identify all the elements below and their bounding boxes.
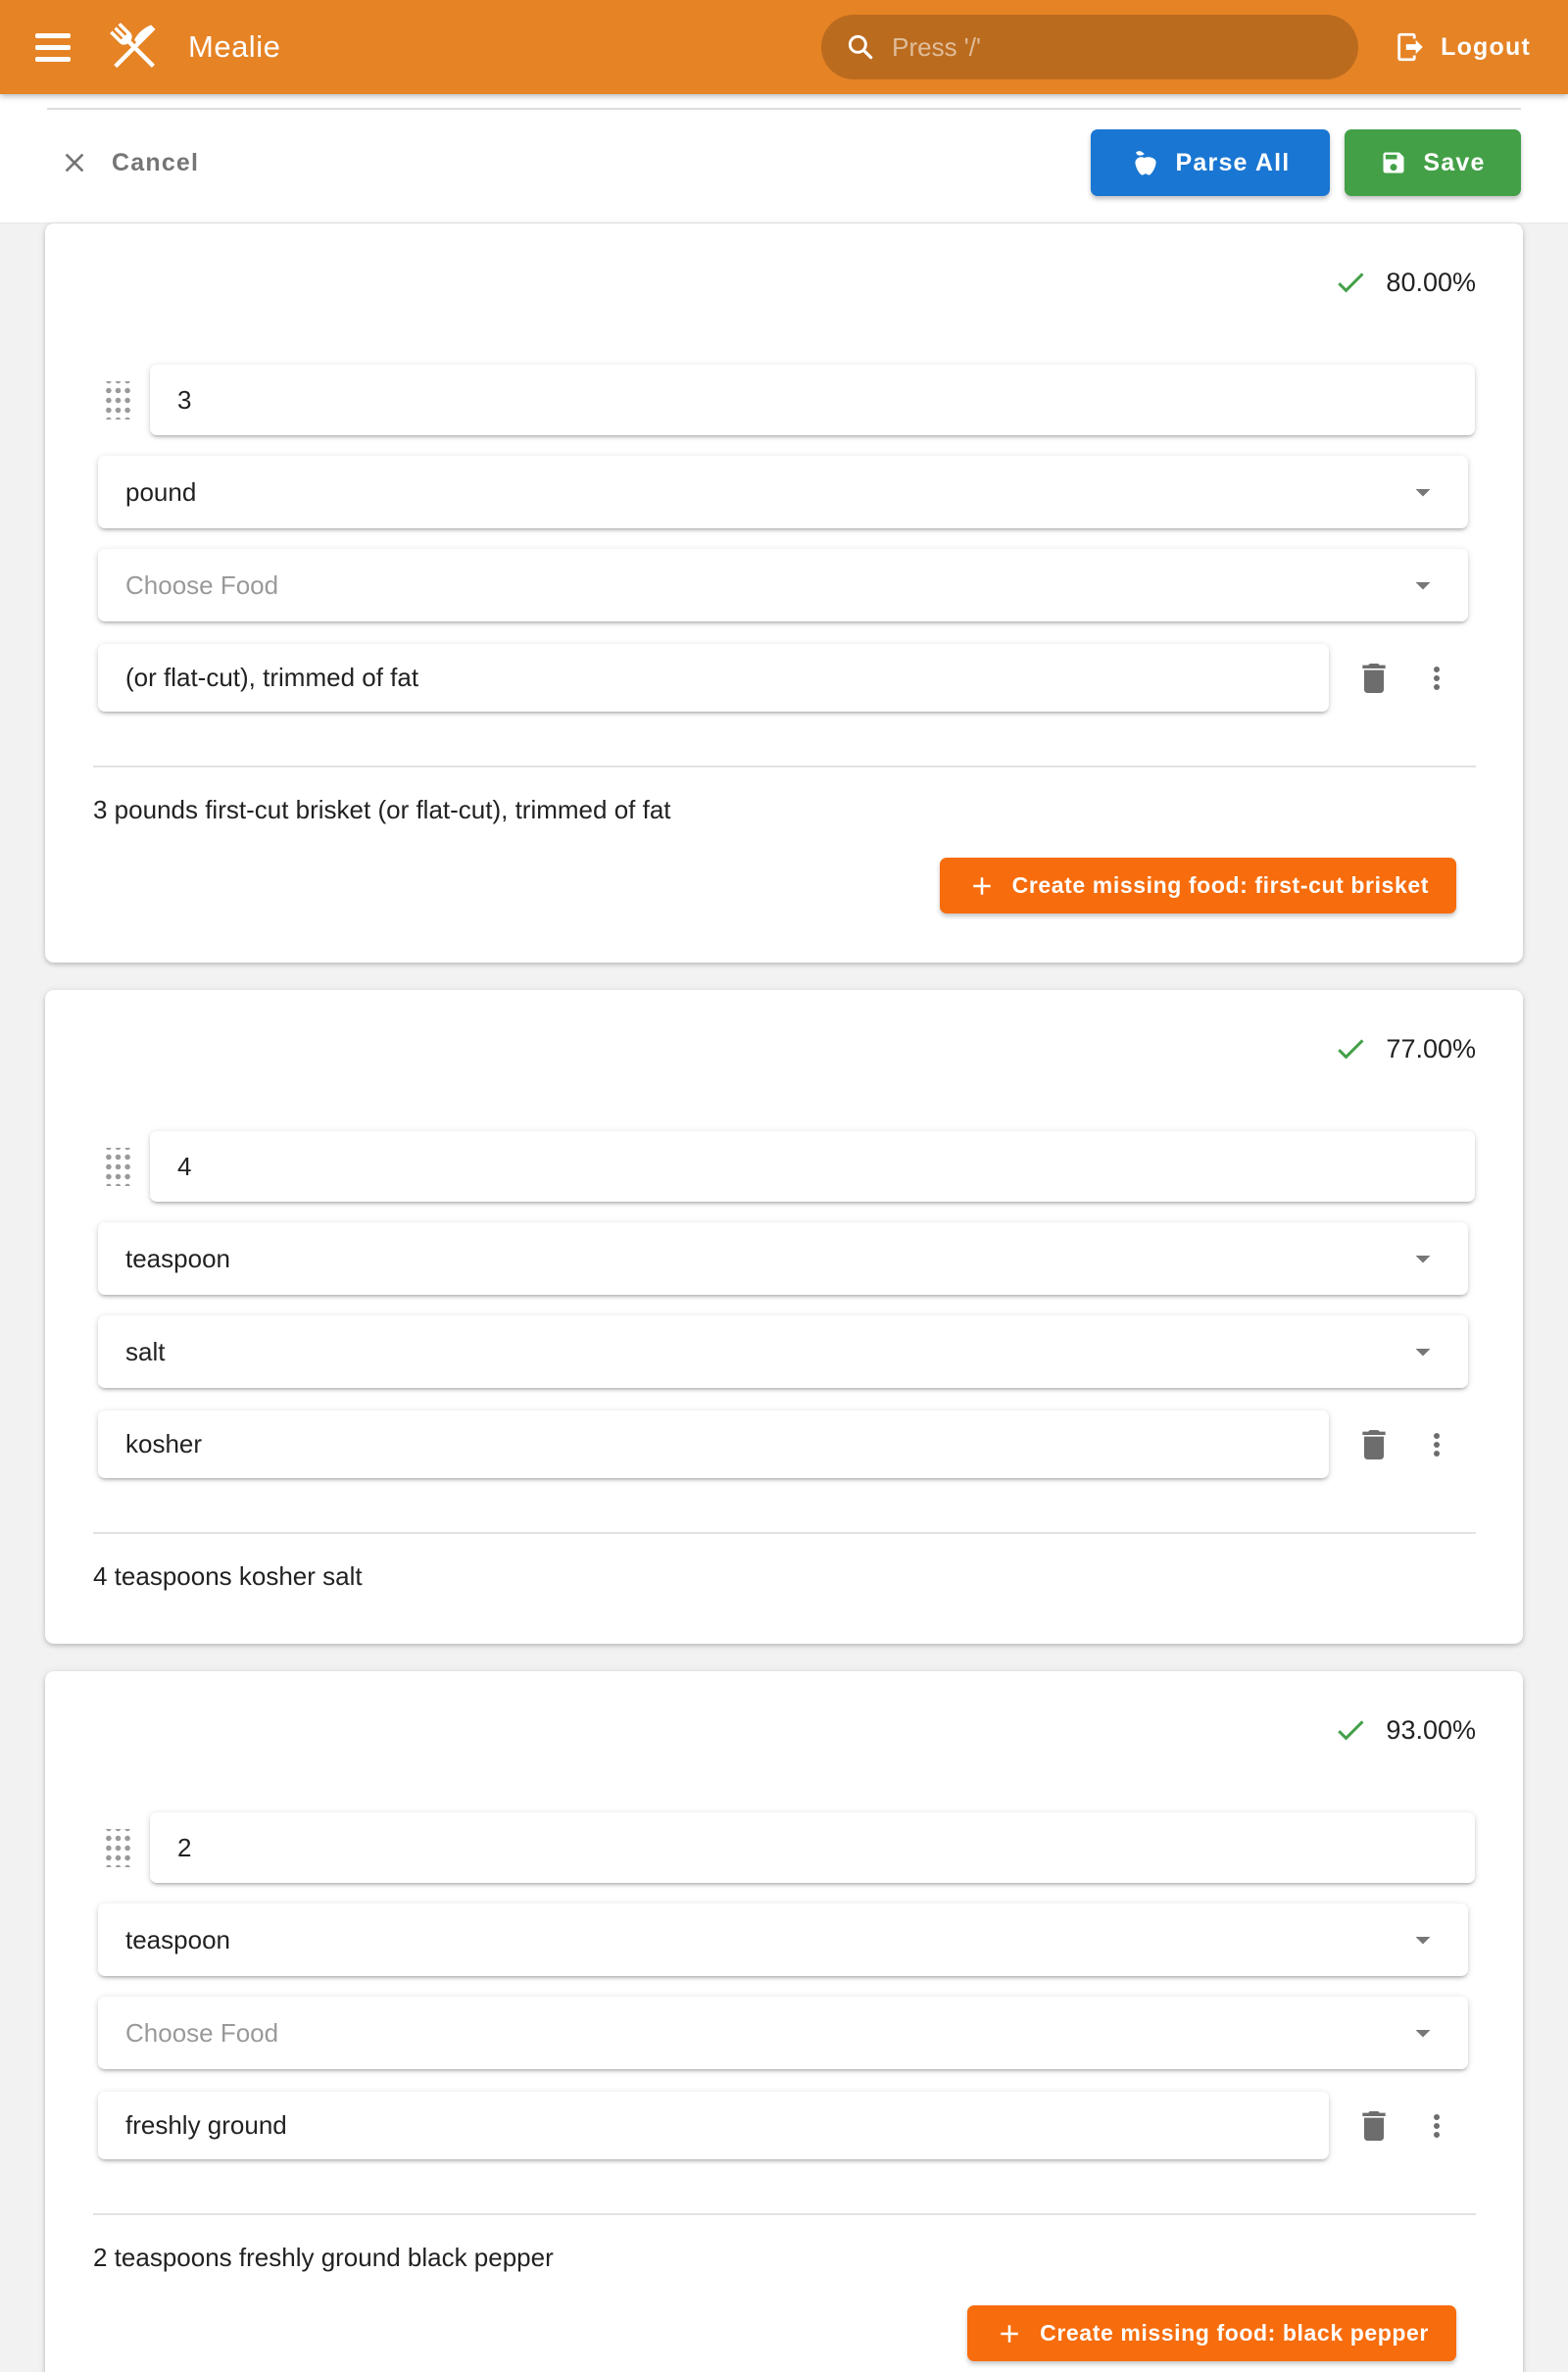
plus-icon xyxy=(967,871,997,901)
food-input[interactable] xyxy=(125,1337,1405,1367)
food-select[interactable] xyxy=(98,1315,1468,1388)
original-ingredient-text: 3 pounds first-cut brisket (or flat-cut), trimmed of fat xyxy=(93,795,671,824)
create-missing-food-button[interactable] xyxy=(940,858,1456,914)
cancel-button[interactable] xyxy=(47,129,211,196)
food-row xyxy=(98,1315,1468,1388)
search-input[interactable] xyxy=(892,32,1335,63)
logout-label: Logout xyxy=(1441,32,1531,61)
check-icon xyxy=(1333,265,1368,300)
parse-all-label: Parse All xyxy=(1175,148,1291,176)
quantity-row xyxy=(104,365,1475,435)
original-ingredient-text: 2 teaspoons freshly ground black pepper xyxy=(93,2243,554,2272)
quantity-input[interactable] xyxy=(177,1833,1447,1863)
unit-select[interactable] xyxy=(98,1903,1468,1976)
top-divider xyxy=(47,94,1521,110)
create-missing-food-label: Create missing food: black pepper xyxy=(1040,2320,1429,2346)
drag-handle-icon[interactable] xyxy=(104,381,132,420)
unit-row xyxy=(98,1222,1468,1295)
create-missing-food-row xyxy=(45,858,1456,914)
kebab-menu-icon[interactable] xyxy=(1419,661,1454,696)
delete-icon[interactable] xyxy=(1354,2106,1394,2146)
create-missing-food-row xyxy=(45,2305,1456,2361)
note-field xyxy=(98,644,1329,712)
logout-icon xyxy=(1394,30,1427,64)
note-row xyxy=(98,644,1454,712)
ingredient-card xyxy=(45,990,1523,1644)
kebab-menu-icon[interactable] xyxy=(1419,2108,1454,2144)
quantity-field xyxy=(150,365,1475,435)
drag-handle-icon[interactable] xyxy=(104,1148,132,1186)
kebab-menu-icon[interactable] xyxy=(1419,1427,1454,1462)
confidence-value: 80.00% xyxy=(1386,267,1476,297)
food-row xyxy=(98,1997,1468,2069)
check-icon xyxy=(1333,1712,1368,1748)
app-header xyxy=(0,0,1568,94)
ingredient-card xyxy=(45,1671,1523,2372)
food-select[interactable] xyxy=(98,549,1468,621)
unit-row xyxy=(98,1903,1468,1976)
unit-select[interactable] xyxy=(98,1222,1468,1295)
unit-input[interactable] xyxy=(125,1925,1405,1955)
confidence-row xyxy=(45,1699,1523,1748)
quantity-input[interactable] xyxy=(177,1152,1447,1182)
delete-icon[interactable] xyxy=(1354,1425,1394,1464)
ingredient-list xyxy=(0,222,1568,2372)
create-missing-food-label: Create missing food: first-cut brisket xyxy=(1011,872,1429,898)
confidence-value: 77.00% xyxy=(1386,1033,1476,1063)
quantity-input[interactable] xyxy=(177,385,1447,416)
confidence-value: 93.00% xyxy=(1386,1714,1476,1745)
logout-button[interactable] xyxy=(1386,14,1539,80)
parse-all-button[interactable] xyxy=(1091,129,1330,196)
toolbar-sheet xyxy=(0,94,1568,222)
cancel-label: Cancel xyxy=(112,148,200,176)
hamburger-menu-icon[interactable] xyxy=(29,24,76,71)
close-icon xyxy=(59,147,90,178)
chevron-down-icon xyxy=(1405,474,1441,510)
note-row xyxy=(98,1410,1454,1478)
apple-icon xyxy=(1131,148,1160,177)
search-bar[interactable] xyxy=(821,15,1358,79)
note-row xyxy=(98,2092,1454,2159)
confidence-row xyxy=(45,251,1523,300)
save-button[interactable] xyxy=(1345,129,1521,196)
delete-icon[interactable] xyxy=(1354,659,1394,698)
note-input[interactable] xyxy=(125,1429,1301,1459)
original-ingredient-text: 4 teaspoons kosher salt xyxy=(93,1561,363,1591)
unit-input[interactable] xyxy=(125,477,1405,508)
unit-row xyxy=(98,456,1468,528)
unit-input[interactable] xyxy=(125,1244,1405,1274)
plus-icon xyxy=(995,2319,1024,2348)
note-field xyxy=(98,1410,1329,1478)
chevron-down-icon xyxy=(1405,568,1441,603)
ingredient-card xyxy=(45,223,1523,963)
create-missing-food-button[interactable] xyxy=(967,2305,1456,2361)
drag-handle-icon[interactable] xyxy=(104,1829,132,1867)
chevron-down-icon xyxy=(1405,2015,1441,2051)
card-divider xyxy=(93,2213,1476,2215)
note-input[interactable] xyxy=(125,663,1301,693)
quantity-row xyxy=(104,1131,1475,1202)
food-row xyxy=(98,549,1468,621)
quantity-field xyxy=(150,1131,1475,1202)
save-icon xyxy=(1380,149,1407,176)
food-select[interactable] xyxy=(98,1997,1468,2069)
chevron-down-icon xyxy=(1405,1241,1441,1276)
quantity-row xyxy=(104,1812,1475,1883)
note-input[interactable] xyxy=(125,2110,1301,2141)
quantity-field xyxy=(150,1812,1475,1883)
food-input[interactable] xyxy=(125,570,1405,601)
card-divider xyxy=(93,1532,1476,1534)
note-field xyxy=(98,2092,1329,2159)
app-title: Mealie xyxy=(188,29,281,64)
chevron-down-icon xyxy=(1405,1334,1441,1369)
toolbar xyxy=(0,110,1568,196)
unit-select[interactable] xyxy=(98,456,1468,528)
food-input[interactable] xyxy=(125,2018,1405,2049)
check-icon xyxy=(1333,1031,1368,1066)
chevron-down-icon xyxy=(1405,1922,1441,1957)
card-divider xyxy=(93,766,1476,767)
confidence-row xyxy=(45,1017,1523,1066)
save-label: Save xyxy=(1423,148,1486,176)
search-icon xyxy=(845,31,876,63)
mealie-logo-icon xyxy=(102,15,167,79)
